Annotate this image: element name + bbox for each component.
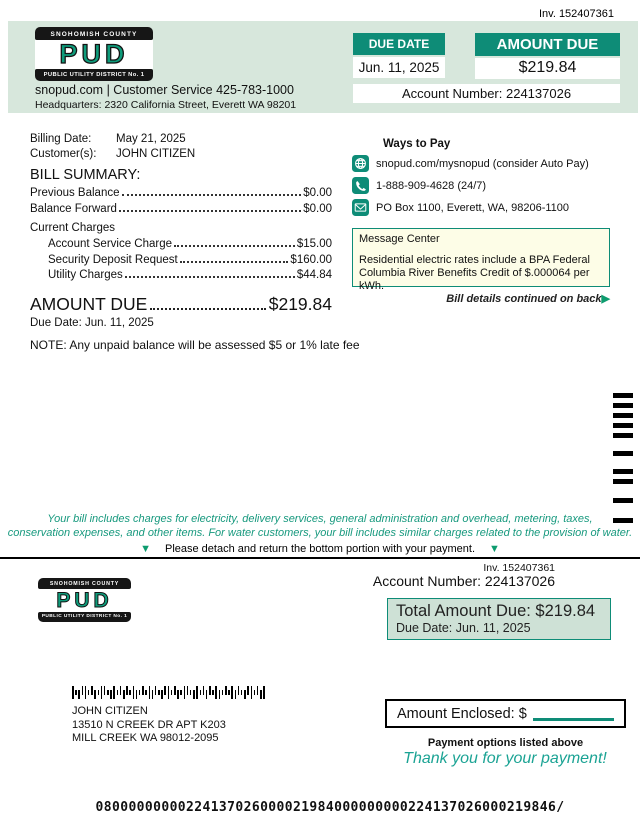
row-value: $44.84 <box>296 269 332 281</box>
barcode-bar <box>260 690 262 699</box>
scan-mark <box>613 451 633 456</box>
bill-summary-title: BILL SUMMARY: <box>30 167 141 183</box>
envelope-icon <box>352 199 369 216</box>
addressee-name: JOHN CITIZEN <box>72 705 148 717</box>
barcode-bar <box>101 686 103 699</box>
message-center-title: Message Center <box>359 233 440 245</box>
amount-enclosed-label: Amount Enclosed: $ <box>397 705 527 722</box>
barcode-bar <box>139 690 141 695</box>
barcode-bar <box>88 690 90 695</box>
barcode-bar <box>193 690 195 699</box>
scan-mark <box>613 518 633 523</box>
dot-leader <box>119 210 301 212</box>
barcode-bar <box>190 690 192 695</box>
barcode-bar <box>142 686 144 695</box>
amount-due-value: $219.84 <box>475 58 620 80</box>
logo-pud-text: PUD <box>35 40 153 69</box>
invoice-number-stub: Inv. 152407361 <box>483 562 555 574</box>
headquarters-line: Headquarters: 2320 California Street, Everett WA 98201 <box>35 99 297 111</box>
barcode-bar <box>78 690 80 699</box>
barcode-bar <box>209 686 211 695</box>
address-line-1: 13510 N CREEK DR APT K203 <box>72 718 226 731</box>
current-charges-label: Current Charges <box>30 222 116 234</box>
message-center-box <box>352 228 610 292</box>
due-date-line: Due Date: Jun. 11, 2025 <box>30 317 154 329</box>
pay-option-text: PO Box 1100, Everett, WA, 98206-1100 <box>376 201 570 214</box>
barcode-bar <box>113 686 115 699</box>
row-label: Account Service Charge <box>48 238 173 250</box>
barcode-bar <box>155 686 157 695</box>
billing-date-label: Billing Date: <box>30 133 92 145</box>
row-value: $160.00 <box>290 253 332 266</box>
phone-icon <box>352 177 369 194</box>
barcode-bar <box>120 686 122 695</box>
barcode-bar <box>244 690 246 699</box>
barcode-bar <box>177 690 179 699</box>
contact-line: snopud.com | Customer Service 425-783-1000 <box>35 83 294 97</box>
table-row <box>30 203 332 219</box>
logo-county-text: SNOHOMISH COUNTY <box>35 27 153 40</box>
amount-enclosed-box <box>385 699 626 728</box>
barcode-bar <box>251 686 253 699</box>
continued-on-back-note <box>446 292 610 305</box>
scan-mark <box>613 469 633 474</box>
row-label: Utility Charges <box>48 269 123 281</box>
detach-instruction <box>0 543 640 555</box>
row-label: Security Deposit Request <box>48 253 178 266</box>
charge-rows <box>48 238 332 285</box>
barcode-bar <box>184 686 186 699</box>
row-label: Balance Forward <box>30 202 117 215</box>
barcode-bar <box>145 690 147 695</box>
barcode-bar <box>241 690 243 695</box>
account-number-stub: Account Number: 224137026 <box>372 573 555 589</box>
barcode-bar <box>231 686 233 699</box>
dot-leader <box>122 194 302 196</box>
row-value: $15.00 <box>296 238 332 250</box>
dot-leader <box>174 245 295 247</box>
barcode-bar <box>219 690 221 699</box>
pud-logo-small <box>38 578 131 622</box>
message-center-body: Residential electric rates include a BPA Federal Columbia River Benefits Credit of $.000064 per kWh. <box>359 254 590 292</box>
customer-name: JOHN CITIZEN <box>116 148 196 160</box>
ocr-remittance-line: 08000000000224137026000021984000000000224137026000219846/ <box>95 800 565 815</box>
stub-due-date-line: Due Date: Jun. 11, 2025 <box>396 621 531 635</box>
disclaimer-line-2: conservation expenses, and other items. For water customers, your bill includes similar charges related to the provision of water. <box>7 526 633 539</box>
barcode-bar <box>136 690 138 699</box>
header-band <box>8 21 638 113</box>
ways-to-pay-list <box>352 155 589 221</box>
barcode-bar <box>254 690 256 695</box>
intelligent-mail-barcode <box>72 686 266 699</box>
total-due-line: Total Amount Due: $219.84 <box>396 602 596 620</box>
due-date-block <box>353 33 445 78</box>
down-triangle-icon: ▼ <box>489 543 500 555</box>
row-value: $0.00 <box>303 202 332 215</box>
account-number-box: Account Number: 224137026 <box>353 84 620 103</box>
barcode-bar <box>203 686 205 695</box>
scan-mark <box>613 498 633 503</box>
barcode-bar <box>94 690 96 699</box>
pay-option-text: 1-888-909-4628 (24/7) <box>376 179 487 192</box>
barcode-bar <box>196 686 198 699</box>
barcode-bar <box>174 686 176 695</box>
barcode-bar <box>110 690 112 699</box>
address-line-2: MILL CREEK WA 98012-2095 <box>72 732 219 744</box>
scan-mark <box>613 403 633 408</box>
perforation-line <box>0 557 640 559</box>
late-fee-note: NOTE: Any unpaid balance will be assessed $5 or 1% late fee <box>30 338 360 352</box>
due-date-value: Jun. 11, 2025 <box>353 57 445 78</box>
list-item <box>352 177 589 194</box>
barcode-bar <box>222 690 224 695</box>
thank-you-message: Thank you for your payment! <box>403 750 607 767</box>
scan-mark <box>613 393 633 398</box>
barcode-bar <box>117 690 119 695</box>
pay-option-text: snopud.com/mysnopud (consider Auto Pay) <box>376 157 589 170</box>
barcode-bar <box>161 690 163 699</box>
barcode-bar <box>126 686 128 695</box>
barcode-bar <box>75 690 77 695</box>
barcode-bar <box>91 686 93 695</box>
table-row <box>48 254 332 270</box>
dot-leader <box>150 308 265 310</box>
barcode-bar <box>152 690 154 699</box>
barcode-bar <box>257 686 259 695</box>
barcode-bar <box>133 686 135 699</box>
barcode-bar <box>180 690 182 695</box>
customer-label: Customer(s): <box>30 148 97 160</box>
right-arrow-icon: ▶ <box>601 293 610 305</box>
charges-disclaimer <box>0 513 640 540</box>
barcode-bar <box>104 686 106 695</box>
scan-mark <box>613 413 633 418</box>
dot-leader <box>180 261 289 263</box>
list-item <box>352 155 589 172</box>
down-triangle-icon: ▼ <box>140 543 151 555</box>
continued-text: Bill details continued on back <box>446 293 602 305</box>
total-amount-due-box <box>387 598 611 640</box>
barcode-bar <box>107 690 109 695</box>
barcode-bar <box>215 686 217 699</box>
list-item <box>352 199 589 216</box>
amount-due-block <box>475 33 620 79</box>
barcode-bar <box>171 690 173 695</box>
due-date-header: DUE DATE <box>353 33 445 55</box>
amount-due-total-value: $219.84 <box>268 294 332 314</box>
barcode-bar <box>206 690 208 699</box>
barcode-bar <box>123 690 125 699</box>
billing-meta <box>30 133 195 163</box>
barcode-bar <box>228 690 230 695</box>
barcode-bar <box>85 686 87 699</box>
barcode-bar <box>98 690 100 695</box>
amount-due-total-label: AMOUNT DUE <box>30 294 148 314</box>
amount-due-header: AMOUNT DUE <box>475 33 620 56</box>
logo-district-text: PUBLIC UTILITY DISTRICT No. 1 <box>35 69 153 81</box>
table-row <box>30 187 332 203</box>
detach-text: Please detach and return the bottom portion with your payment. <box>164 543 475 555</box>
barcode-bar <box>212 690 214 695</box>
stub-logo-wrap <box>0 578 200 623</box>
amount-enclosed-write-line <box>533 706 614 721</box>
mailing-address-block <box>72 705 226 746</box>
scan-mark <box>613 423 633 428</box>
barcode-bar <box>187 686 189 695</box>
barcode-bar <box>238 686 240 695</box>
table-row <box>48 269 332 285</box>
barcode-bar <box>72 686 74 699</box>
barcode-bar <box>149 686 151 699</box>
logo-county-text: SNOHOMISH COUNTY <box>38 578 131 589</box>
barcode-bar <box>168 686 170 699</box>
amount-due-total-row <box>30 294 332 315</box>
ways-to-pay-title: Ways to Pay <box>383 138 451 150</box>
table-row <box>48 238 332 254</box>
pud-logo <box>35 27 153 81</box>
barcode-bar <box>200 690 202 695</box>
row-label: Previous Balance <box>30 187 120 199</box>
dot-leader <box>125 276 295 278</box>
disclaimer-line-1: Your bill includes charges for electricity, delivery services, general administration and overhead, metering, taxes, <box>47 513 593 525</box>
row-value: $0.00 <box>303 187 332 199</box>
barcode-bar <box>82 686 84 695</box>
logo-district-text: PUBLIC UTILITY DISTRICT No. 1 <box>38 612 131 622</box>
scan-mark <box>613 479 633 484</box>
balance-rows <box>30 187 332 218</box>
invoice-number-top: Inv. 152407361 <box>538 8 614 20</box>
payment-options-note: Payment options listed above <box>427 737 584 749</box>
barcode-bar <box>263 686 265 699</box>
barcode-bar <box>164 686 166 695</box>
logo-pud-text: PUD <box>38 589 131 612</box>
barcode-bar <box>247 686 249 695</box>
billing-date-value: May 21, 2025 <box>116 133 186 145</box>
barcode-bar <box>158 690 160 695</box>
globe-icon <box>352 155 369 172</box>
scan-mark <box>613 433 633 438</box>
barcode-bar <box>235 690 237 699</box>
barcode-bar <box>225 686 227 695</box>
barcode-bar <box>129 690 131 695</box>
